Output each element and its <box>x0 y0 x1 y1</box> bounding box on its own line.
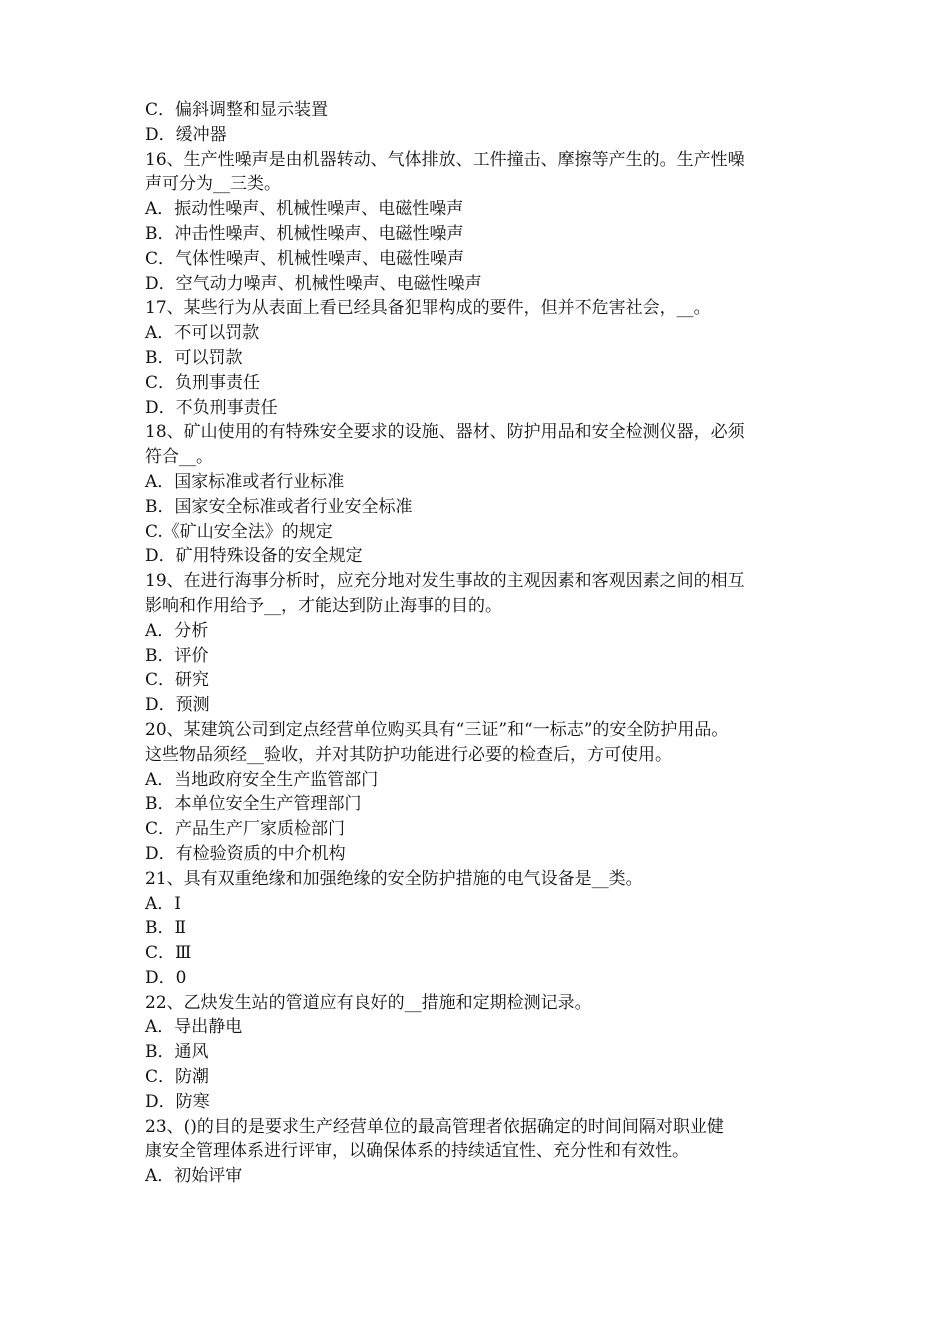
option-a-19: A．分析 <box>145 620 209 641</box>
option-a-17: A．不可以罚款 <box>145 323 260 344</box>
option-b-18: B．国家安全标准或者行业安全标准 <box>145 496 413 517</box>
question-18-line-2: 符合__。 <box>145 447 213 468</box>
option-a-23: A．初始评审 <box>145 1166 243 1187</box>
question-16-line-2: 声可分为__三类。 <box>145 174 281 195</box>
option-c-20: C．产品生产厂家质检部门 <box>145 819 346 840</box>
option-d-22: D．防寒 <box>145 1091 210 1112</box>
option-b-20: B．本单位安全生产管理部门 <box>145 794 362 815</box>
option-d-16: D．空气动力噪声、机械性噪声、电磁性噪声 <box>145 273 482 294</box>
question-20-line-2: 这些物品须经__验收，并对其防护功能进行必要的检查后，方可使用。 <box>145 744 672 765</box>
question-16-line-1: 16、生产性噪声是由机器转动、气体排放、工件撞击、摩擦等产生的。生产性噪 <box>145 149 745 170</box>
option-c-16: C．气体性噪声、机械性噪声、电磁性噪声 <box>145 248 465 269</box>
option-d-17: D．不负刑事责任 <box>145 397 278 418</box>
option-b-16: B．冲击性噪声、机械性噪声、电磁性噪声 <box>145 223 464 244</box>
question-23-line-2: 康安全管理体系进行评审，以确保体系的持续适宜性、充分性和有效性。 <box>145 1141 689 1162</box>
question-19-line-2: 影响和作用给予__，才能达到防止海事的目的。 <box>145 595 502 616</box>
option-c-17: C．负刑事责任 <box>145 372 261 393</box>
option-d-20: D．有检验资质的中介机构 <box>145 843 346 864</box>
option-d-19: D．预测 <box>145 695 210 716</box>
option-d-21: D．0 <box>145 967 187 988</box>
option-a-18: A．国家标准或者行业标准 <box>145 471 345 492</box>
option-c-21: C．Ⅲ <box>145 943 192 964</box>
option-a-16: A．振动性噪声、机械性噪声、电磁性噪声 <box>145 199 464 220</box>
question-22: 22、乙炔发生站的管道应有良好的__措施和定期检测记录。 <box>145 992 592 1013</box>
option-d-15: D．缓冲器 <box>145 124 227 145</box>
question-20-line-1: 20、某建筑公司到定点经营单位购买具有“三证”和“一标志”的安全防护用品。 <box>145 719 729 740</box>
option-a-21: A．Ⅰ <box>145 893 181 914</box>
option-c-22: C．防潮 <box>145 1067 210 1088</box>
option-b-17: B．可以罚款 <box>145 347 243 368</box>
document-page <box>145 98 825 1189</box>
option-c-15: C．偏斜调整和显示装置 <box>145 100 329 120</box>
question-17: 17、某些行为从表面上看已经具备犯罪构成的要件，但并不危害社会，__。 <box>145 298 711 319</box>
option-d-18: D．矿用特殊设备的安全规定 <box>145 546 363 567</box>
option-a-22: A．导出静电 <box>145 1017 243 1038</box>
question-18-line-1: 18、矿山使用的有特殊安全要求的设施、器材、防护用品和安全检测仪器，必须 <box>145 422 745 443</box>
option-b-22: B．通风 <box>145 1042 209 1063</box>
question-19-line-1: 19、在进行海事分析时，应充分地对发生事故的主观因素和客观因素之间的相互 <box>145 571 745 592</box>
question-21: 21、具有双重绝缘和加强绝缘的安全防护措施的电气设备是__类。 <box>145 868 643 889</box>
option-b-21: B．Ⅱ <box>145 918 187 939</box>
option-a-20: A．当地政府安全生产监管部门 <box>145 769 379 790</box>
option-c-19: C．研究 <box>145 670 210 691</box>
option-c-18: C.《矿山安全法》的规定 <box>145 521 333 542</box>
question-23-line-1: 23、()的目的是要求生产经营单位的最高管理者依据确定的时间间隔对职业健 <box>145 1116 724 1137</box>
option-b-19: B．评价 <box>145 645 209 666</box>
